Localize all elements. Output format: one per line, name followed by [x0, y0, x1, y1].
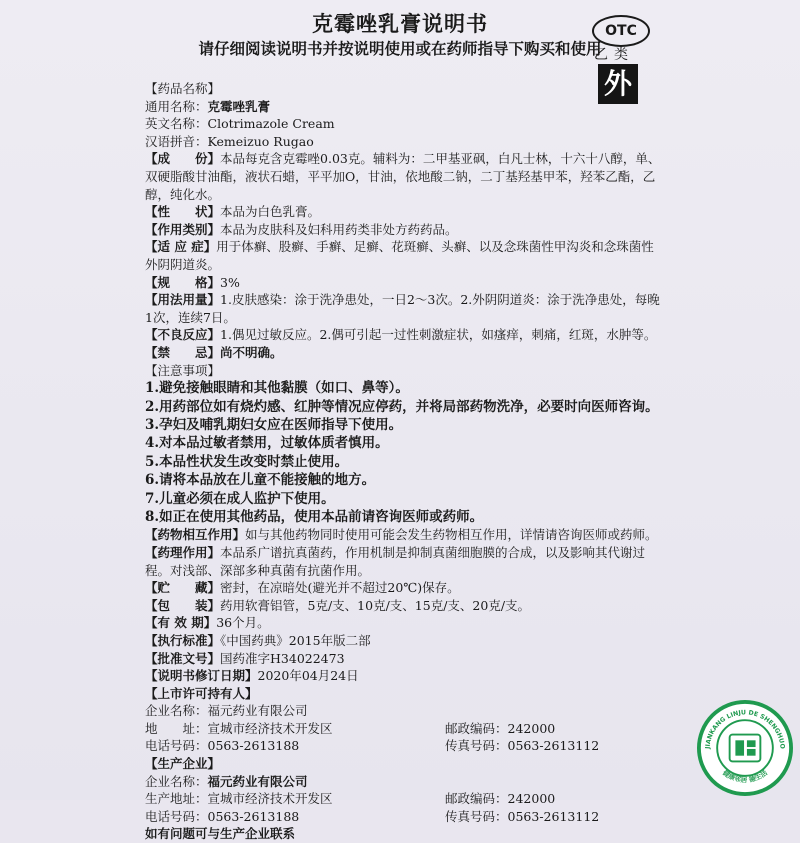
english-name-label: 英文名称： — [145, 116, 208, 132]
interaction-text: 如与其他药物同时使用可能会发生药物相互作用，详情请咨询医师或药师。 — [245, 527, 658, 543]
note-item: 5.本品性状发生改变时禁止使用。 — [145, 453, 349, 470]
standard-label: 【执行标准】 — [145, 632, 221, 648]
note-item: 3.孕妇及哺乳期妇女应在医师指导下使用。 — [145, 416, 403, 433]
holder-phone: 0563-2613188 — [207, 738, 300, 754]
english-name-row — [145, 115, 665, 133]
pharmacy-seal-icon — [697, 700, 793, 796]
validity-text: 36个月。 — [216, 615, 270, 631]
revision-label: 【说明书修订日期】 — [145, 668, 258, 684]
generic-name-value: 克霉唑乳膏 — [207, 98, 271, 114]
standard-text: 《中国药典》2015年版二部 — [220, 632, 371, 648]
holder-company-label: 企业名称： — [145, 703, 208, 719]
package-label: 【包 装】 — [145, 597, 221, 613]
usage-section — [145, 291, 665, 326]
indication-section — [145, 238, 665, 273]
producer-fax-label: 传真号码： — [445, 808, 508, 824]
pharm-label: 【药理作用】 — [145, 544, 221, 560]
note-item: 8.如正在使用其他药品，使用本品前请咨询医师或药师。 — [145, 508, 484, 525]
producer-phone-row — [145, 808, 665, 826]
producer-phone-label: 电话号码： — [145, 808, 208, 824]
storage-text: 密封，在凉暗处(避光并不超过20℃)保存。 — [220, 580, 460, 596]
otc-badge: OTC — [592, 15, 650, 47]
note-item: 6.请将本品放在儿童不能接触的地方。 — [145, 472, 376, 489]
revision-section — [145, 667, 665, 685]
producer-address-label: 生产地址： — [145, 791, 208, 807]
spec-section — [145, 274, 665, 292]
pinyin-value: Kemeizuo Rugao — [207, 133, 314, 149]
producer-company: 福元药业有限公司 — [207, 773, 308, 789]
holder-zip: 242000 — [507, 720, 556, 736]
storage-label: 【贮 藏】 — [145, 580, 221, 596]
composition-section — [145, 150, 665, 203]
holder-company: 福元药业有限公司 — [207, 703, 308, 719]
usage-label: 【用法用量】 — [145, 292, 221, 308]
interaction-section — [145, 526, 665, 544]
note-item: 4.对本品过敏者禁用，过敏体质者慎用。 — [145, 435, 389, 452]
usage-text: 1.皮肤感染：涂于洗净患处，一日2～3次。2.外阴阴道炎：涂于洗净患处，每晚1次，连续7日。 — [145, 292, 660, 325]
producer-company-row — [145, 773, 665, 791]
pharm-section — [145, 544, 665, 579]
producer-zip: 242000 — [507, 791, 556, 807]
approval-label: 【批准文号】 — [145, 650, 221, 666]
adverse-section — [145, 326, 665, 344]
approval-section — [145, 650, 665, 668]
storage-section — [145, 579, 665, 597]
composition-label: 【成 份】 — [145, 151, 221, 167]
seal-bottom-text: 健康邻居 德生活 — [721, 768, 769, 785]
name-heading: 【药品名称】 — [145, 81, 221, 96]
holder-heading: 【上市许可持有人】 — [145, 685, 258, 701]
producer-phone: 0563-2613188 — [207, 808, 300, 824]
notes-heading: 【注意事项】 — [145, 362, 221, 378]
holder-address-label: 地 址： — [145, 720, 208, 736]
english-name-value: Clotrimazole Cream — [207, 116, 335, 132]
holder-phone-row — [145, 737, 665, 755]
note-item: 7.儿童必须在成人监护下使用。 — [145, 490, 335, 507]
producer-fax: 0563-2613112 — [507, 808, 600, 824]
generic-name-row — [145, 98, 665, 116]
page-subtitle: 请仔细阅读说明书并按说明使用或在药师指导下购买和使用 — [198, 39, 602, 58]
category-label: 【作用类别】 — [145, 221, 221, 237]
pinyin-row — [145, 133, 665, 151]
holder-zip-label: 邮政编码： — [445, 720, 508, 736]
contra-text: 尚不明确。 — [220, 344, 283, 360]
producer-company-label: 企业名称： — [145, 773, 208, 789]
approval-text: 国药准字H34022473 — [220, 650, 345, 666]
package-text: 药用软膏铝管，5克/支、10克/支、15克/支、20克/支。 — [220, 597, 531, 613]
note-item: 2.用药部位如有烧灼感、红肿等情况应停药，并将局部药物洗净，必要时向医师咨询。 — [145, 398, 659, 415]
adverse-label: 【不良反应】 — [145, 327, 221, 343]
instruction-body — [145, 80, 665, 843]
standard-section — [145, 632, 665, 650]
holder-fax: 0563-2613112 — [507, 738, 600, 754]
property-text: 本品为白色乳膏。 — [220, 204, 321, 220]
producer-heading: 【生产企业】 — [145, 756, 221, 772]
category-text: 本品为皮肤科及妇科用药类非处方药药品。 — [220, 221, 458, 237]
validity-section — [145, 614, 665, 632]
holder-company-row — [145, 702, 665, 720]
indication-text: 用于体癣、股癣、手癣、足癣、花斑癣、头癣、以及念珠菌性甲沟炎和念珠菌性外阴阴道炎。 — [145, 239, 654, 272]
adverse-text: 1.偶见过敏反应。2.偶可引起一过性刺激症状，如瘙痒，刺痛，红斑，水肿等。 — [220, 327, 657, 343]
validity-label: 【有 效 期】 — [145, 615, 217, 631]
producer-address-row — [145, 790, 665, 808]
generic-name-label: 通用名称： — [145, 98, 208, 114]
holder-address-row — [145, 720, 665, 738]
contra-section — [145, 344, 665, 362]
producer-address: 宣城市经济技术开发区 — [207, 791, 333, 807]
seal-ring-text: JIANKANG LINJU DE SHENGHUO — [704, 709, 786, 750]
holder-fax-label: 传真号码： — [445, 738, 508, 754]
producer-zip-label: 邮政编码： — [445, 791, 508, 807]
indication-label: 【适 应 症】 — [145, 239, 217, 255]
property-label: 【性 状】 — [145, 204, 221, 220]
spec-text: 3% — [220, 274, 240, 290]
interaction-label: 【药物相互作用】 — [145, 527, 246, 543]
composition-text: 本品每克含克霉唑0.03克。辅料为：二甲基亚砜，白凡士林，十六十八醇，单、双硬脂酸甘油酯，液状石蜡，平平加O，甘油，依地酸二钠，二丁基羟基甲苯，羟苯乙酯，乙醇，纯化水。 — [145, 151, 661, 202]
spec-label: 【规 格】 — [145, 274, 221, 290]
holder-phone-label: 电话号码： — [145, 738, 208, 754]
revision-text: 2020年04月24日 — [257, 668, 359, 684]
external-use-badge: 外 — [598, 64, 638, 104]
package-section — [145, 597, 665, 615]
footer-note: 如有问题可与生产企业联系 — [145, 826, 296, 842]
otc-class-label: 乙类 — [594, 47, 634, 63]
category-section — [145, 221, 665, 239]
pinyin-label: 汉语拼音： — [145, 133, 208, 149]
holder-address: 宣城市经济技术开发区 — [207, 720, 333, 736]
note-item: 1.避免接触眼睛和其他黏膜（如口、鼻等）。 — [145, 380, 409, 397]
contra-label: 【禁 忌】 — [145, 344, 221, 360]
property-section — [145, 203, 665, 221]
pharm-text: 本品系广谱抗真菌药，作用机制是抑制真菌细胞膜的合成，以及影响其代谢过程。对浅部、深部多种真菌有抗菌作用。 — [145, 544, 646, 578]
page-title: 克霉唑乳膏说明书 — [312, 11, 488, 36]
